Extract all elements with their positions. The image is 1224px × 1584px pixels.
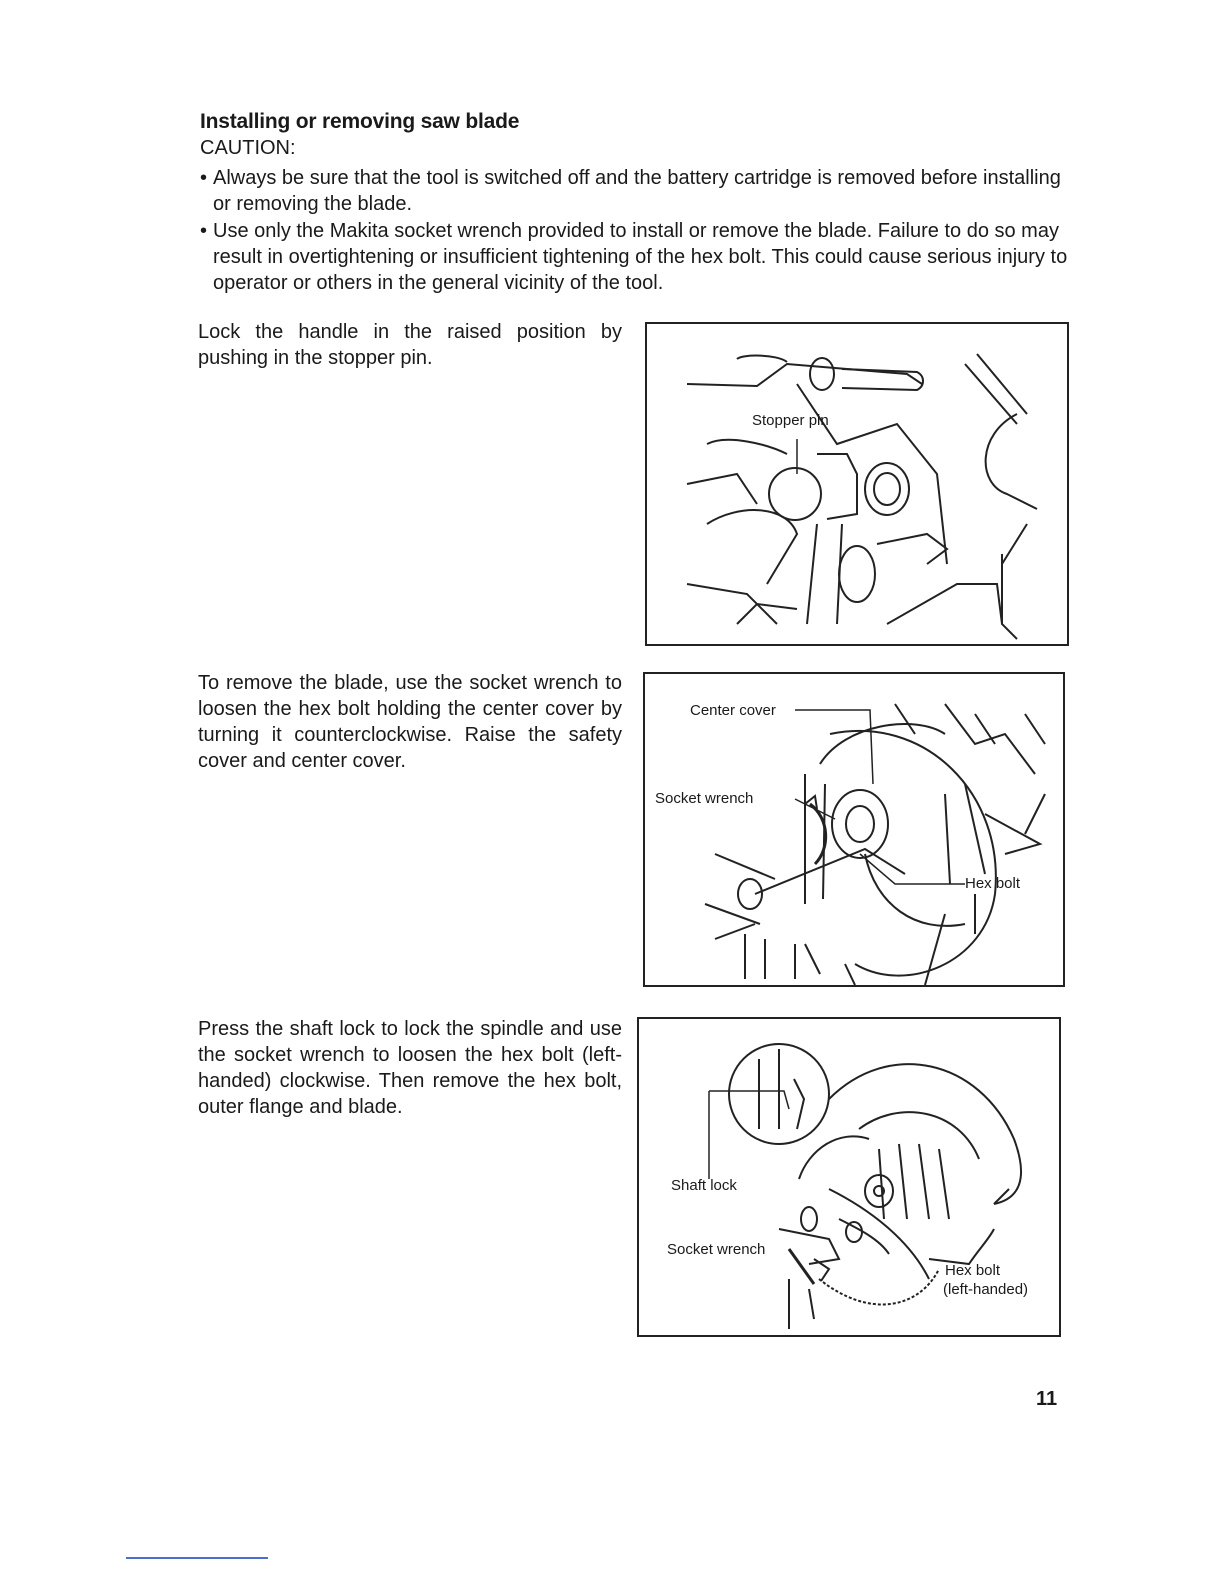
label-hex-bolt-note: (left-handed) bbox=[943, 1281, 1029, 1298]
caution-bullet-1 bbox=[200, 165, 1072, 217]
label-hex-bolt: Hex bolt bbox=[945, 1262, 1001, 1279]
bullet-text: Always be sure that the tool is switched off and the battery cartridge is removed before installing or removing the blade. bbox=[213, 167, 1061, 215]
footer-rule bbox=[126, 1557, 268, 1559]
label-socket-wrench: Socket wrench bbox=[667, 1241, 766, 1258]
label-hex-bolt: Hex bolt bbox=[965, 875, 1021, 892]
caution-bullet-2 bbox=[200, 218, 1072, 296]
step-3-text: Press the shaft lock to lock the spindle and use the socket wrench to loosen the hex bolt (left-handed) clockwise. Then remove the hex bolt, outer flange and blade. bbox=[198, 1018, 622, 1118]
bullet-marker: • bbox=[200, 167, 208, 189]
figure-stopper-pin bbox=[645, 322, 1069, 646]
center-cover-illustration bbox=[645, 674, 1063, 985]
bullet-marker: • bbox=[200, 220, 208, 242]
step-2-text: To remove the blade, use the socket wrench to loosen the hex bolt holding the center cover by turning it counterclockwise. Raise the safety cover and center cover. bbox=[198, 672, 622, 772]
label-shaft-lock: Shaft lock bbox=[671, 1177, 737, 1194]
label-center-cover: Center cover bbox=[690, 702, 776, 719]
page-number: 11 bbox=[1036, 1388, 1058, 1410]
section-heading: Installing or removing saw blade bbox=[200, 110, 520, 133]
label-socket-wrench: Socket wrench bbox=[655, 790, 754, 807]
figure-center-cover bbox=[643, 672, 1065, 987]
caution-label: CAUTION: bbox=[200, 137, 296, 159]
figure-shaft-lock bbox=[637, 1017, 1061, 1337]
step-1-text: Lock the handle in the raised position by pushing in the stopper pin. bbox=[198, 321, 622, 369]
label-stopper-pin: Stopper pin bbox=[752, 412, 829, 429]
bullet-text: Use only the Makita socket wrench provided to install or remove the blade. Failure to do so may result in overtightening or insufficient tightening of the hex bolt. This could cause serious injury to operator or others in the general vicinity of the tool. bbox=[213, 220, 1068, 294]
stopper-pin-illustration bbox=[647, 324, 1067, 644]
